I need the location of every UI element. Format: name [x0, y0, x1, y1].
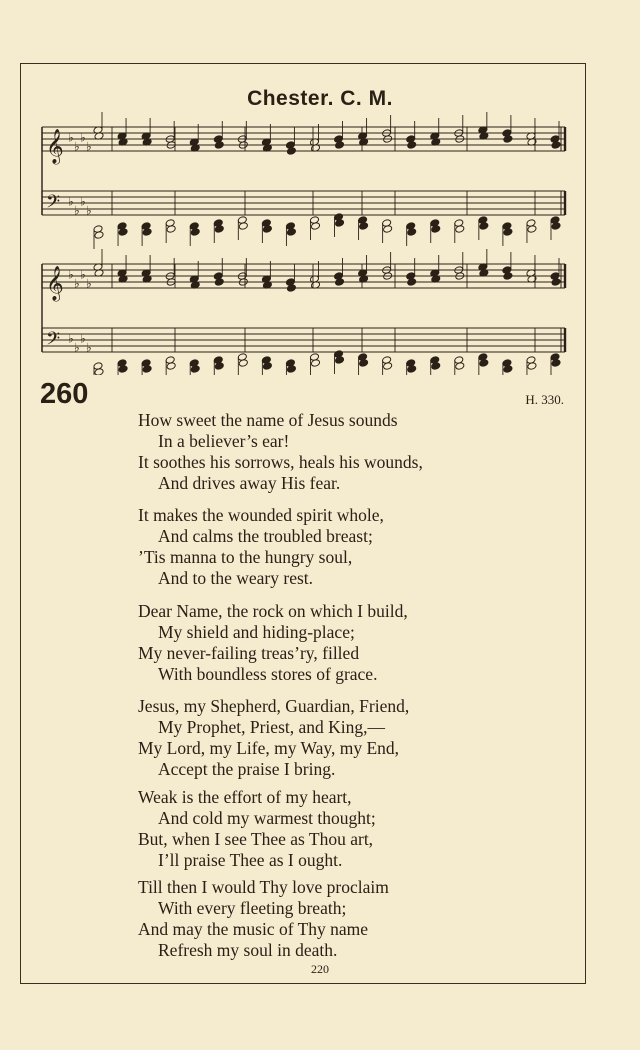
verse-line: And drives away His fear.: [158, 473, 341, 493]
verse-line: Weak is the effort of my heart,: [138, 787, 352, 807]
svg-text:𝄞: 𝄞: [46, 266, 64, 301]
svg-text:𝄞: 𝄞: [46, 129, 64, 164]
svg-text:♭: ♭: [86, 340, 92, 355]
svg-text:♭: ♭: [86, 276, 92, 291]
svg-text:♭: ♭: [80, 267, 86, 282]
verse-line: My shield and hiding-place;: [158, 622, 355, 642]
verse-line: My never-failing treas’ry, filled: [138, 643, 360, 663]
svg-text:♭: ♭: [74, 276, 80, 291]
tune-title: Chester. C. M.: [247, 87, 393, 110]
svg-text:♭: ♭: [68, 194, 74, 209]
verse-line: And to the weary rest.: [158, 568, 314, 588]
svg-text:♭: ♭: [74, 203, 80, 218]
verse-line: And may the music of Thy name: [138, 919, 369, 939]
verse-line: But, when I see Thee as Thou art,: [138, 829, 374, 849]
svg-text:𝄢: 𝄢: [46, 192, 61, 217]
svg-text:♭: ♭: [74, 139, 80, 154]
verse-line: In a believer’s ear!: [158, 431, 290, 451]
verse-line: Till then I would Thy love proclaim: [138, 877, 389, 897]
verse-line: With every fleeting breath;: [158, 898, 347, 918]
verse-line: Accept the praise I bring.: [158, 759, 336, 779]
svg-text:♭: ♭: [80, 331, 86, 346]
svg-text:♭: ♭: [80, 130, 86, 145]
verse-line: Jesus, my Shepherd, Guardian, Friend,: [138, 696, 410, 716]
svg-text:♭: ♭: [86, 203, 92, 218]
svg-text:𝄢: 𝄢: [46, 329, 61, 354]
verse-line: I’ll praise Thee as I ought.: [158, 850, 343, 870]
verse-line: It makes the wounded spirit whole,: [138, 505, 384, 525]
svg-text:♭: ♭: [68, 267, 74, 282]
verse-line: ’Tis manna to the hungry soul,: [138, 547, 353, 567]
svg-text:♭: ♭: [68, 331, 74, 346]
verse-line: How sweet the name of Jesus sounds: [138, 410, 398, 430]
staff-3: [42, 249, 565, 302]
staff-2: [42, 191, 565, 249]
verse-line: Refresh my soul in death.: [158, 940, 338, 960]
verse-line: It soothes his sorrows, heals his wounds,: [138, 452, 423, 472]
page-number: 220: [311, 962, 329, 976]
verse-line: Dear Name, the rock on which I build,: [138, 601, 408, 621]
hymn-number: 260: [40, 378, 89, 410]
svg-text:♭: ♭: [80, 194, 86, 209]
svg-text:♭: ♭: [74, 340, 80, 355]
music-score: [0, 0, 640, 375]
hymn-reference: H. 330.: [525, 392, 564, 407]
svg-text:♭: ♭: [68, 130, 74, 145]
verse-line: My Lord, my Life, my Way, my End,: [138, 738, 400, 758]
staff-4: [42, 328, 565, 375]
verse-line: And cold my warmest thought;: [158, 808, 376, 828]
verse-line: And calms the troubled breast;: [158, 526, 373, 546]
verse-line: My Prophet, Priest, and King,—: [158, 717, 386, 737]
svg-text:♭: ♭: [86, 139, 92, 154]
verse-line: With boundless stores of grace.: [158, 664, 378, 684]
staff-1: [42, 112, 565, 165]
